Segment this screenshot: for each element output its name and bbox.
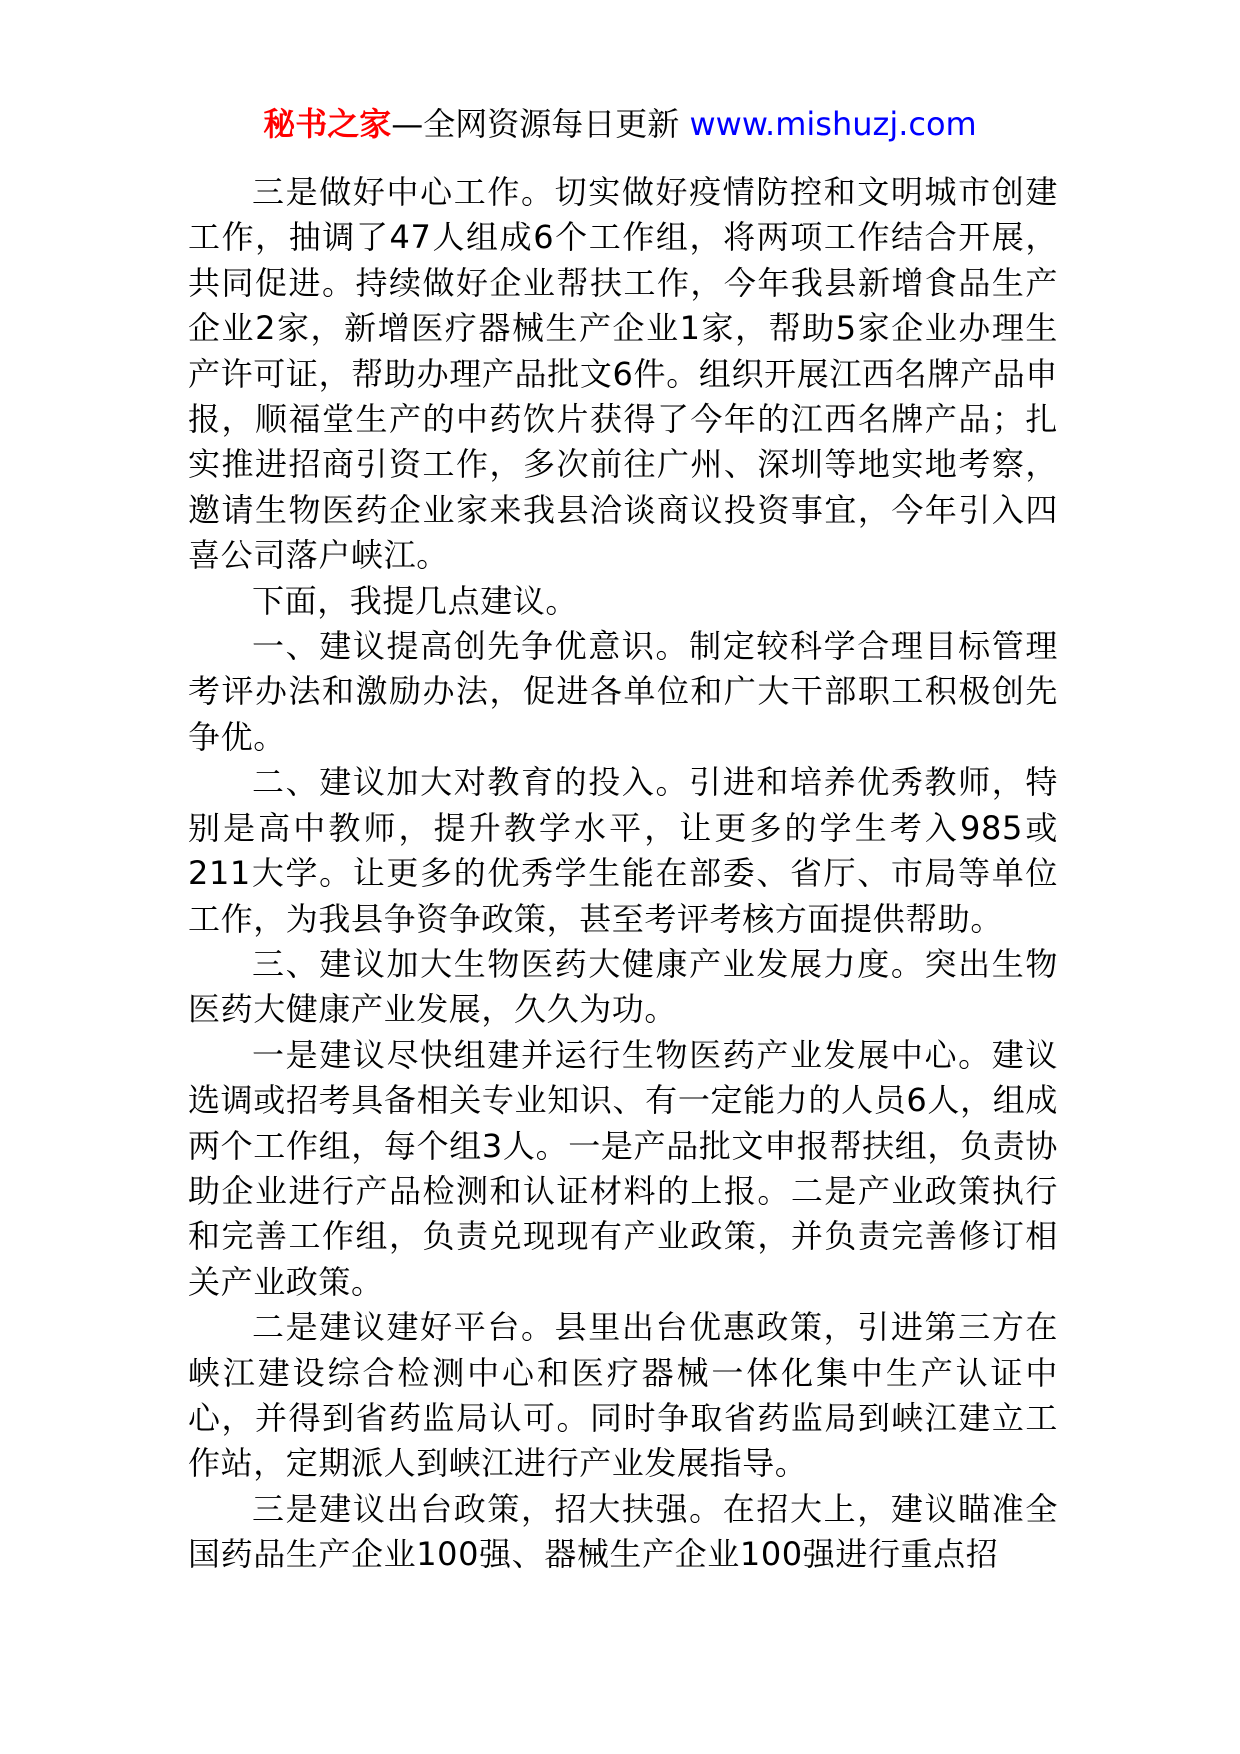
- brand-name: 秘书之家: [263, 105, 392, 143]
- paragraph: 下面，我提几点建议。: [252, 581, 579, 620]
- header-tagline: —全网资源每日更新: [391, 105, 680, 143]
- paragraph: 一是建议尽快组建并运行生物医药产业发展中心。建议选调或招考具备相关专业知识、有一定能力的人员6人，组成两个工作组，每个组3人。一是产品批文申报帮扶组，负责协助企业进行产品检测和认证材料的上报。二是产业政策执行和完善工作组，负责兑现现有产业政策，并负责完善修订相关产业政策。: [188, 1035, 1058, 1301]
- paragraph: 一、建议提高创先争优意识。制定较科学合理目标管理考评办法和激励办法，促进各单位和广大干部职工积极创先争优。: [188, 627, 1058, 756]
- paragraph: 二是建议建好平台。县里出台优惠政策，引进第三方在峡江建设综合检测中心和医疗器械一体化集中生产认证中心，并得到省药监局认可。同时争取省药监局到峡江建立工作站，定期派人到峡江进行产业发展指导。: [188, 1308, 1058, 1483]
- website-link[interactable]: www.mishuzj.com: [689, 105, 977, 143]
- document-body: [188, 170, 1058, 1578]
- paragraph: 二、建议加大对教育的投入。引进和培养优秀教师，特别是高中教师，提升教学水平，让更多的学生考入985或211大学。让更多的优秀学生能在部委、省厅、市局等单位工作，为我县争资争政策，甚至考评考核方面提供帮助。: [188, 763, 1058, 938]
- page-header: [0, 100, 1240, 148]
- paragraph: 三、建议加大生物医药大健康产业发展力度。突出生物医药大健康产业发展，久久为功。: [188, 944, 1058, 1029]
- paragraph: 三是做好中心工作。切实做好疫情防控和文明城市创建工作，抽调了47人组成6个工作组，将两项工作结合开展，共同促进。持续做好企业帮扶工作，今年我县新增食品生产企业2家，新增医疗器械生产企业1家，帮助5家企业办理生产许可证，帮助办理产品批文6件。组织开展江西名牌产品申报，顺福堂生产的中药饮片获得了今年的江西名牌产品；扎实推进招商引资工作，多次前往广州、深圳等地实地考察，邀请生物医药企业家来我县洽谈商议投资事宜，今年引入四喜公司落户峡江。: [188, 173, 1058, 575]
- paragraph: 三是建议出台政策，招大扶强。在招大上，建议瞄准全国药品生产企业100强、器械生产企业100强进行重点招: [188, 1489, 1058, 1574]
